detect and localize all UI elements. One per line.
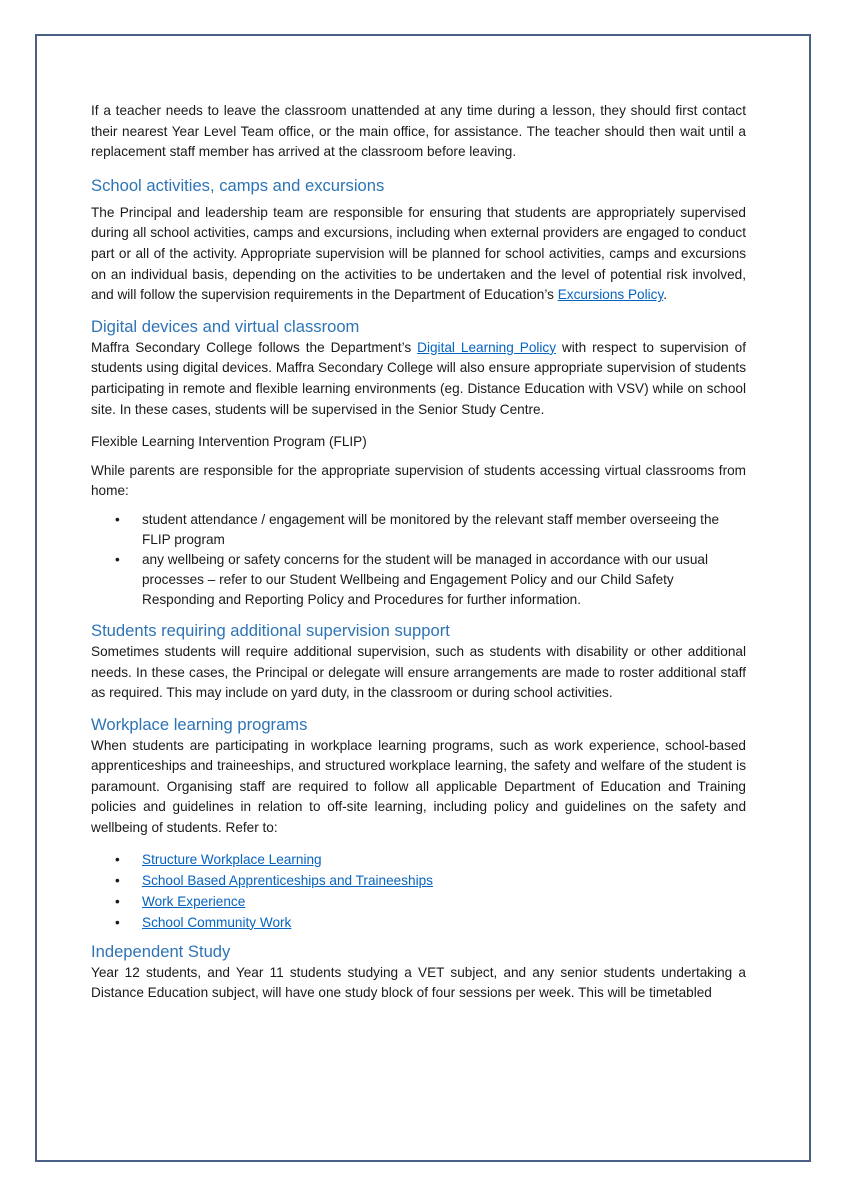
digital-learning-policy-link[interactable]: Digital Learning Policy <box>417 339 557 355</box>
workplace-link-item <box>91 912 746 933</box>
structure-workplace-learning-link[interactable]: Structure Workplace Learning <box>142 851 322 867</box>
workplace-link-item <box>91 891 746 912</box>
digital-text-b: with respect to supervision of students using digital devices. Maffra Secondary College will also ensure appropriate supervision of students participating in remote and flexible learning environments (eg. Distance Education with VSV) while on school site. In these cases, students will be supervised in the Senior Study Centre. <box>91 339 746 417</box>
heading-flip: Flexible Learning Intervention Program (FLIP) <box>91 434 367 450</box>
workplace-link-item <box>91 870 746 891</box>
apprenticeships-traineeships-link[interactable]: School Based Apprenticeships and Traineeships <box>142 872 433 888</box>
work-experience-link[interactable]: Work Experience <box>142 893 246 909</box>
flip-bullet-item: • student attendance / engagement will be monitored by the relevant staff member overseeing the FLIP program <box>91 510 746 550</box>
additional-paragraph: Sometimes students will require additional supervision, such as students with disability or other additional needs. In these cases, the Principal or delegate will ensure arrangements are made to roster additional staff as required. This may include on yard duty, in the classroom or during school activities. <box>91 643 746 701</box>
heading-independent-study: Independent Study <box>91 941 231 961</box>
independent-paragraph: Year 12 students, and Year 11 students studying a VET subject, and any senior students undertaking a Distance Education subject, will have one study block of four sessions per week. This will be timetabled <box>91 964 746 1001</box>
workplace-link-list <box>91 849 746 933</box>
flip-bullet-list <box>91 510 746 610</box>
document-body <box>91 101 746 1004</box>
workplace-link-item <box>91 849 746 870</box>
heading-digital: Digital devices and virtual classroom <box>91 316 360 336</box>
school-community-work-link[interactable]: School Community Work <box>142 914 292 930</box>
workplace-paragraph: When students are participating in workplace learning programs, such as work experience, school-based apprenticeships and traineeships, and structured workplace learning, the safety and welfare of the student is paramount. Organising staff are required to follow all applicable Department of Education and Training policies and guidelines in relation to off-site learning, including policy and guidelines on the safety and wellbeing of students. Refer to: <box>91 737 746 836</box>
flip-bullet-item: • any wellbeing or safety concerns for the student will be managed in accordance with our usual processes – refer to our Student Wellbeing and Engagement Policy and our Child Safety Responding and Reporting Policy and Procedures for further information. <box>91 550 746 610</box>
intro-paragraph: If a teacher needs to leave the classroom unattended at any time during a lesson, they should first contact their nearest Year Level Team office, or the main office, for assistance. The teacher should then wait until a replacement staff member has arrived at the classroom before leaving. <box>91 103 746 160</box>
excursions-policy-link[interactable]: Excursions Policy <box>557 287 664 303</box>
digital-text-a: Maffra Secondary College follows the Department’s <box>91 339 418 355</box>
camps-paragraph <box>91 203 746 306</box>
heading-camps: School activities, camps and excursions <box>91 175 385 195</box>
digital-paragraph <box>91 338 746 420</box>
camps-end: . <box>663 287 668 303</box>
flip-paragraph: While parents are responsible for the appropriate supervision of students accessing virtual classrooms from home: <box>91 462 746 499</box>
heading-additional-supervision: Students requiring additional supervision support <box>91 620 450 640</box>
camps-text: The Principal and leadership team are responsible for ensuring that students are appropriately supervised during all school activities, camps and excursions, including when external providers are engaged to conduct part or all of the activity. Appropriate supervision will be planned for school activities, camps and excursions on an individual basis, depending on the activities to be undertaken and the level of potential risk involved, and will follow the supervision requirements in the Department of Education’s <box>91 204 746 303</box>
heading-workplace: Workplace learning programs <box>91 714 308 734</box>
